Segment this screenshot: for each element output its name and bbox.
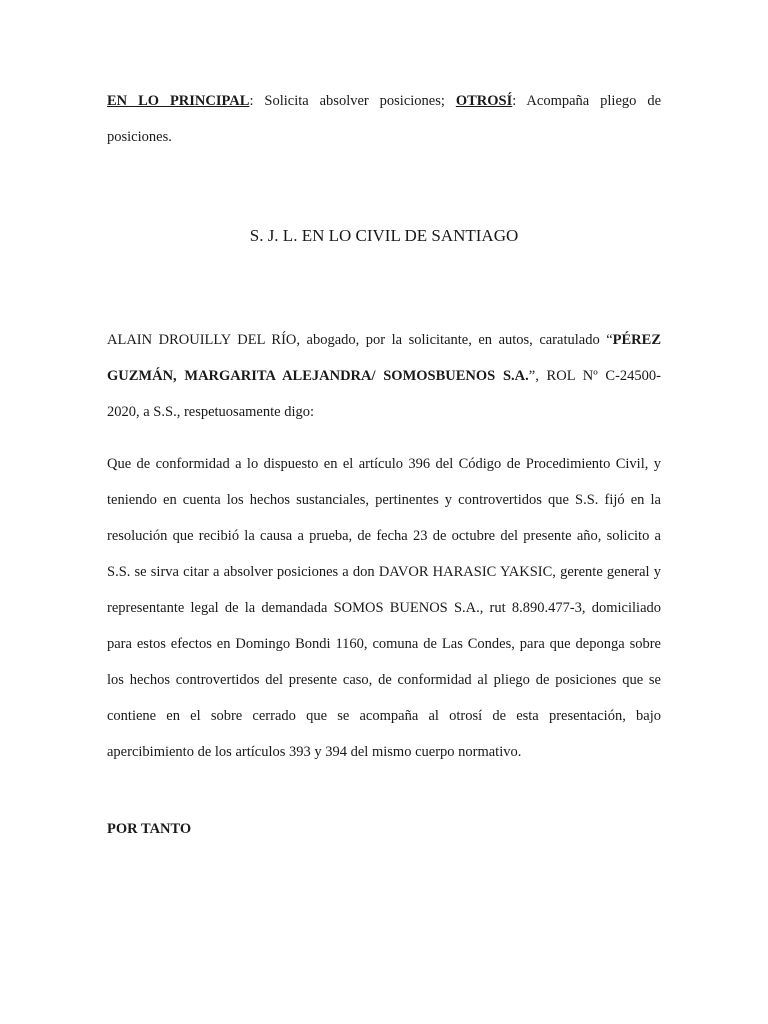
principal-label: EN LO PRINCIPAL [107,93,250,109]
closing-heading: POR TANTO [107,821,192,837]
otrosi-text: : Acompaña pliego de posiciones. [107,93,662,145]
court-title: S. J. L. EN LO CIVIL DE SANTIAGO [249,226,519,245]
body-paragraph: Que de conformidad a lo dispuesto en el artículo 396 del Código de Procedimiento Civil, y teniendo en cuenta los hechos sustanciales, pertinentes y controvertidos que S.S. fijó en la resolución que recibió la causa a prueba, de fecha 23 de octubre del presente año, solicito a S.S. se sirva citar a absolver posiciones a don DAVOR HARASIC YAKSIC, gerente general y representante legal de la demandada SOMOS BUENOS S.A., rut 8.890.477-3, domiciliado para estos efectos en Domingo Bondi 1160, comuna de Las Condes, para que deponga sobre los hechos controvertidos del presente caso, de conformidad al pliego de posiciones que se contiene en el sobre cerrado que se acompaña al otrosí de esta presentación, bajo apercibimiento de los artículos 393 y 394 del mismo cuerpo normativo. [107,456,661,760]
intro-paragraph [107,322,661,430]
case-name: PÉREZ GUZMÁN, MARGARITA ALEJANDRA/ SOMOSBUENOS S.A. [107,332,661,384]
intro-text-after: ”, ROL Nº C-24500-2020, a S.S., respetuosamente digo: [107,368,661,420]
intro-text-before: ALAIN DROUILLY DEL RÍO, abogado, por la solicitante, en autos, caratulado “ [107,332,613,348]
principal-text: : Solicita absolver posiciones; [249,93,456,109]
document-header [107,83,661,155]
otrosi-label: OTROSÍ [455,93,513,109]
